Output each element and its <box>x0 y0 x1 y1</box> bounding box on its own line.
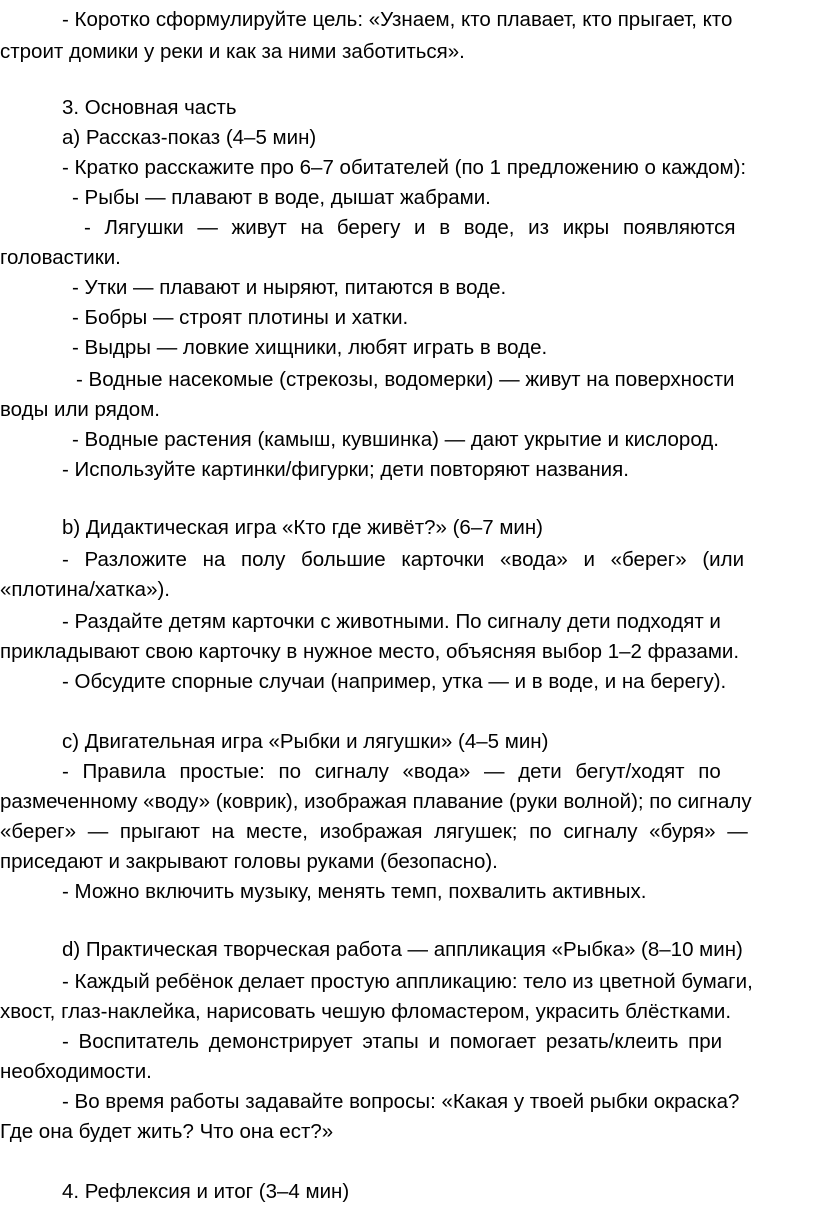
subsection-heading: c) Двигательная игра «Рыбки и лягушки» (4–5 мин) <box>62 730 549 753</box>
subsection-heading: d) Практическая творческая работа — аппликация «Рыбка» (8–10 мин) <box>62 938 743 961</box>
list-item: - Рыбы — плавают в воде, дышат жабрами. <box>72 186 491 209</box>
section-heading: 3. Основная часть <box>62 96 237 119</box>
text-line: приседают и закрывают головы руками (безопасно). <box>0 850 498 873</box>
text-line: размеченному «воду» (коврик), изображая плавание (руки волной); по сигналу <box>0 790 752 813</box>
text-line: прикладывают свою карточку в нужное место, объясняя выбор 1–2 фразами. <box>0 640 740 663</box>
text-line: Где она будет жить? Что она ест?» <box>0 1120 334 1143</box>
text-line: - Разложите на полу большие карточки «вода» и «берег» (или <box>62 548 745 571</box>
list-item: - Водные насекомые (стрекозы, водомерки) — живут на поверхности <box>76 368 735 391</box>
list-item: - Выдры — ловкие хищники, любят играть в воде. <box>72 336 548 359</box>
text-line: «плотина/хатка»). <box>0 578 171 601</box>
text-line: - Каждый ребёнок делает простую аппликацию: тело из цветной бумаги, <box>62 970 753 993</box>
text-line: - Кратко расскажите про 6–7 обитателей (по 1 предложению о каждом): <box>62 156 747 179</box>
text-line: головастики. <box>0 246 121 269</box>
text-line: - Коротко сформулируйте цель: «Узнаем, кто плавает, кто прыгает, кто <box>62 8 733 31</box>
list-item: - Водные растения (камыш, кувшинка) — дают укрытие и кислород. <box>72 428 719 451</box>
text-line: «берег» — прыгают на месте, изображая лягушек; по сигналу «буря» — <box>0 820 748 843</box>
text-line: воды или рядом. <box>0 398 160 421</box>
text-line: - Можно включить музыку, менять темп, похвалить активных. <box>62 880 647 903</box>
subsection-heading: b) Дидактическая игра «Кто где живёт?» (6–7 мин) <box>62 516 544 539</box>
list-item: - Утки — плавают и ныряют, питаются в воде. <box>72 276 507 299</box>
text-line: - Правила простые: по сигналу «вода» — дети бегут/ходят по <box>62 760 721 783</box>
section-heading: 4. Рефлексия и итог (3–4 мин) <box>62 1180 350 1203</box>
text-line: - Воспитатель демонстрирует этапы и помогает резать/клеить при <box>62 1030 723 1053</box>
text-line: хвост, глаз-наклейка, нарисовать чешую фломастером, украсить блёстками. <box>0 1000 732 1023</box>
text-line: - Раздайте детям карточки с животными. По сигналу дети подходят и <box>62 610 721 633</box>
text-line: - Во время работы задавайте вопросы: «Какая у твоей рыбки окраска? <box>62 1090 740 1113</box>
text-line: - Используйте картинки/фигурки; дети повторяют названия. <box>62 458 629 481</box>
subsection-heading: a) Рассказ-показ (4–5 мин) <box>62 126 317 149</box>
list-item: - Лягушки — живут на берегу и в воде, из икры появляются <box>84 216 736 239</box>
text-line: необходимости. <box>0 1060 152 1083</box>
text-line: строит домики у реки и как за ними заботиться». <box>0 40 465 63</box>
list-item: - Бобры — строят плотины и хатки. <box>72 306 409 329</box>
text-line: - Обсудите спорные случаи (например, утка — и в воде, и на берегу). <box>62 670 727 693</box>
